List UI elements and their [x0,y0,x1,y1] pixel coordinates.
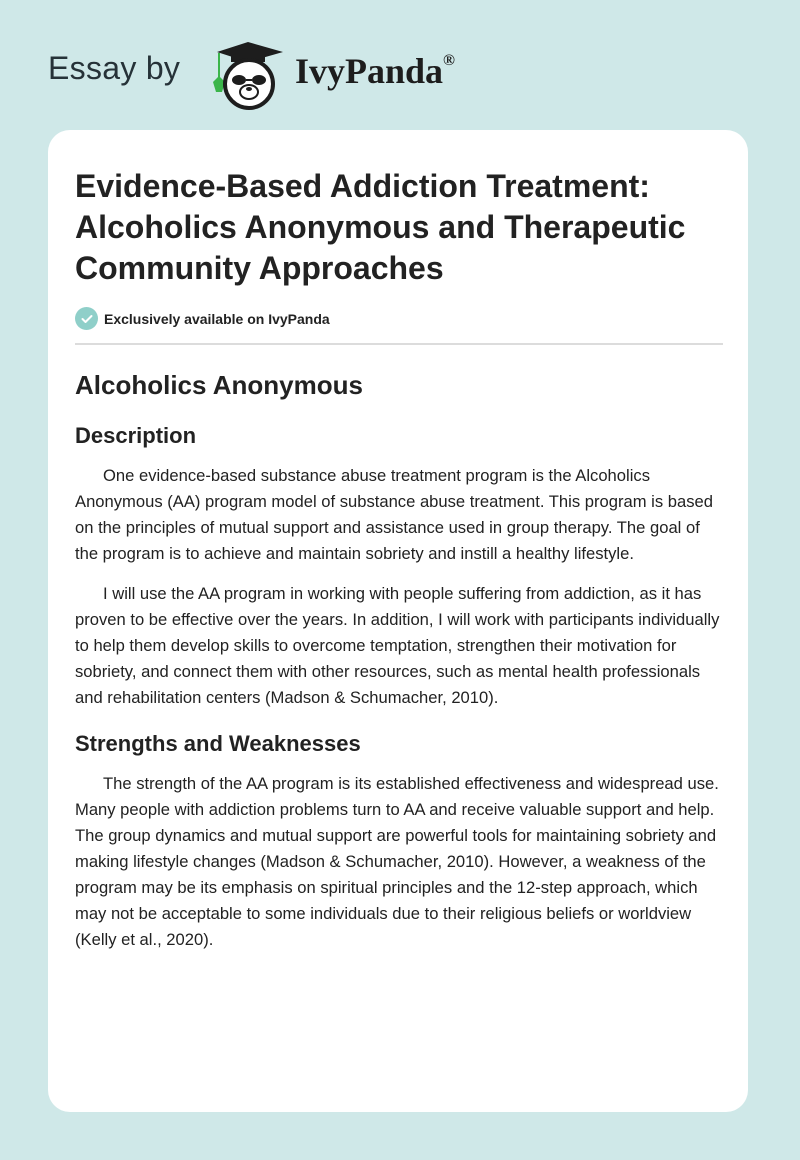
paragraph: The strength of the AA program is its established effectiveness and widespread use. Many people with addiction problems turn to AA and receive valuable support and help. The group dynamics and mutual support are powerful tools for maintaining sobriety and making lifestyle changes (Madson & Schumacher, 2010). However, a weakness of the program may be its emphasis on spiritual principles and the 12-step approach, which may not be acceptable to some individuals due to their religious beliefs or worldview (Kelly et al., 2020). [75,774,719,949]
badge-text: Exclusively available on IvyPanda [104,310,330,327]
registered-mark: ® [443,52,455,69]
essay-title: Evidence-Based Addiction Treatment: Alcoholics Anonymous and Therapeutic Community Approaches [75,168,686,286]
subsection-heading: Strengths and Weaknesses [75,731,361,756]
check-icon [75,307,98,330]
brand-text: IvyPanda [295,51,444,91]
essay-card [48,130,748,1112]
paragraph: I will use the AA program in working with people suffering from addiction, as it has proven to be effective over the years. In addition, I will work with participants individually to help them develop skills to overcome temptation, strengthen their motivation for sobriety, and connect them with other resources, such as mental health professionals and rehabilitation centers (Madson & Schumacher, 2010). [75,584,720,707]
divider [75,343,723,345]
essay-content [75,166,723,953]
brand-name [295,50,455,92]
essay-by-label: Essay by [48,50,181,86]
subsection-heading: Description [75,423,197,448]
exclusive-badge [75,307,723,330]
ivypanda-logo-icon[interactable] [203,40,293,112]
paragraph: One evidence-based substance abuse treatment program is the Alcoholics Anonymous (AA) program model of substance abuse treatment. This program is based on the principles of mutual support and assistance used in group therapy. The goal of the program is to achieve and maintain sobriety and instill a healthy lifestyle. [75,466,713,563]
site-header [0,28,800,108]
section-title: Alcoholics Anonymous [75,370,363,400]
